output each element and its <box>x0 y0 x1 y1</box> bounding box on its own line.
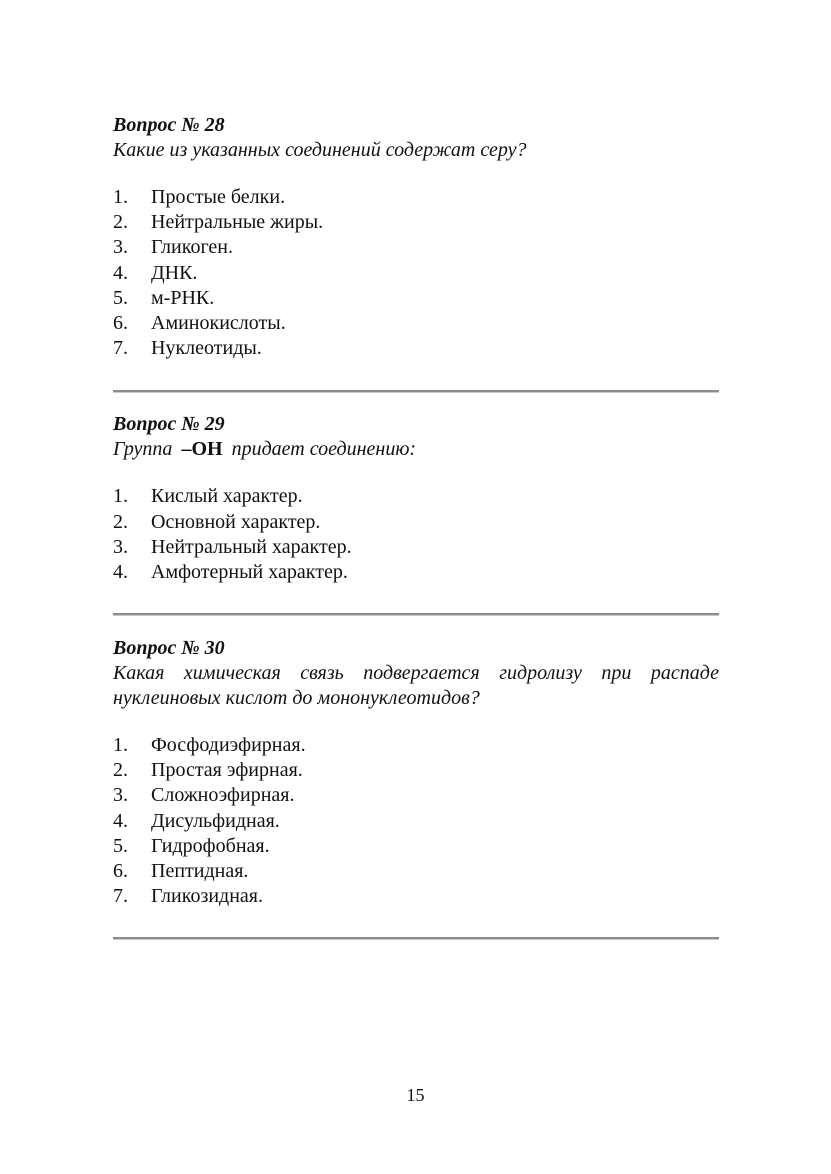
answer-options <box>113 484 719 585</box>
option-number: 1. <box>113 734 128 757</box>
answer-option <box>113 809 719 834</box>
option-label: Простая эфирная. <box>151 759 303 782</box>
question-text-after: придает соединению: <box>231 438 417 461</box>
hydroxyl-formula: –ОН <box>181 438 223 461</box>
answer-option <box>113 783 719 808</box>
option-number: 2. <box>113 510 128 533</box>
option-label: Нуклеотиды. <box>151 337 262 360</box>
option-number: 2. <box>113 211 128 234</box>
question-title: Вопрос № 28 <box>113 114 225 136</box>
option-number: 3. <box>113 236 128 259</box>
answer-option <box>113 286 719 311</box>
answer-option <box>113 185 719 210</box>
section-divider <box>113 613 719 616</box>
option-label: Простые белки. <box>151 186 286 208</box>
option-number: 4. <box>113 261 128 284</box>
option-number: 7. <box>113 337 128 360</box>
question-title: Вопрос № 30 <box>113 637 225 660</box>
option-number: 5. <box>113 834 128 857</box>
answer-option <box>113 535 719 560</box>
option-number: 2. <box>113 759 128 782</box>
answer-option <box>113 336 719 361</box>
option-label: Нейтральный характер. <box>151 535 352 558</box>
option-number: 1. <box>113 186 128 208</box>
option-label: Сложноэфирная. <box>151 784 295 807</box>
option-label: Амфотерный характер. <box>151 560 348 583</box>
question-30 <box>113 635 719 909</box>
page-content <box>113 112 719 940</box>
option-label: Гидрофобная. <box>151 834 270 857</box>
option-label: Кислый характер. <box>151 485 303 508</box>
page-number: 15 <box>406 1085 425 1105</box>
option-number: 7. <box>113 885 128 908</box>
option-number: 3. <box>113 535 128 558</box>
answer-option <box>113 235 719 260</box>
option-label: Гликоген. <box>151 236 233 259</box>
question-text: Какие из указанных соединений содержат серу? <box>113 139 527 161</box>
option-number: 6. <box>113 860 128 882</box>
question-text <box>113 437 719 462</box>
option-number: 4. <box>113 560 128 583</box>
answer-option <box>113 859 719 884</box>
option-label: м-РНК. <box>151 286 215 309</box>
option-number: 6. <box>113 311 128 334</box>
answer-option <box>113 210 719 235</box>
option-number: 5. <box>113 286 128 309</box>
answer-option <box>113 311 719 336</box>
option-label: Нейтральные жиры. <box>151 211 324 234</box>
option-number: 4. <box>113 809 128 832</box>
option-label: Аминокислоты. <box>151 311 286 334</box>
option-label: Гликозидная. <box>151 885 264 908</box>
answer-option <box>113 758 719 783</box>
option-number: 3. <box>113 784 128 807</box>
question-title: Вопрос № 29 <box>113 413 225 436</box>
question-text-before: Группа <box>113 438 173 461</box>
answer-options <box>113 733 719 909</box>
section-divider <box>113 937 719 940</box>
option-label: Основной характер. <box>151 510 321 533</box>
option-label: ДНК. <box>151 261 198 284</box>
answer-option <box>113 261 719 286</box>
answer-option <box>113 834 719 859</box>
option-label: Фосфодиэфирная. <box>151 734 306 757</box>
option-number: 1. <box>113 485 128 508</box>
answer-options <box>113 185 719 361</box>
answer-option <box>113 560 719 585</box>
question-text: Какая химическая связь подвергается гидролизу при распаде нуклеиновых кислот до мононуклеотидов? <box>113 662 719 710</box>
question-28 <box>113 112 719 361</box>
answer-option <box>113 510 719 535</box>
section-divider <box>113 390 719 393</box>
question-29 <box>113 411 719 585</box>
answer-option <box>113 884 719 909</box>
option-label: Дисульфидная. <box>151 809 280 832</box>
answer-option <box>113 733 719 758</box>
option-label: Пептидная. <box>151 860 249 882</box>
answer-option <box>113 484 719 509</box>
